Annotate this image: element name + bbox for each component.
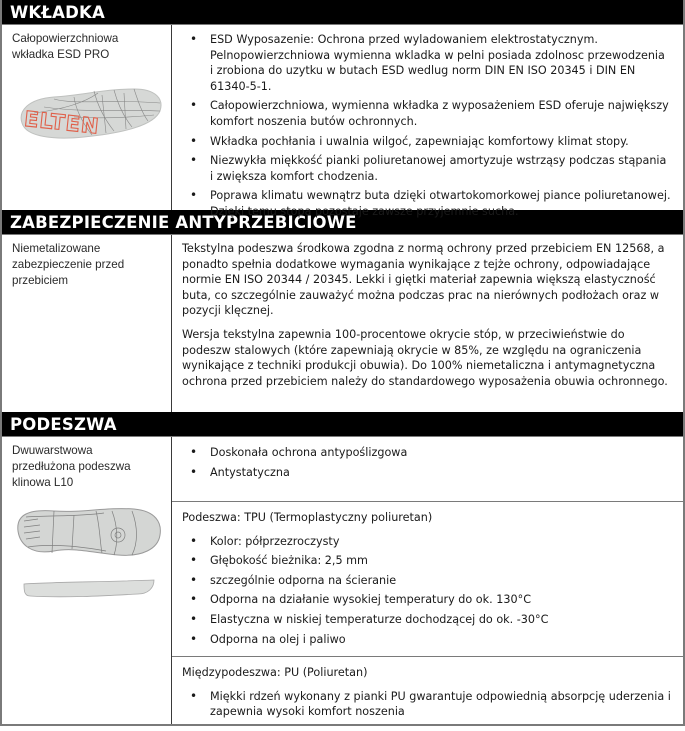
insole-image [14, 85, 164, 145]
outsole-bottom-image [14, 503, 162, 563]
outsole-side-icon [22, 578, 156, 600]
insole-left-cell [2, 25, 172, 210]
insole-label: Całopowierzchniowa wkładka ESD PRO [12, 32, 119, 61]
puncture-description-cell [172, 235, 683, 412]
insole-icon [14, 85, 164, 145]
list-item: • Doskonała ochrona antypoślizgowa [210, 445, 671, 461]
outsole-tpu-cell [172, 501, 683, 656]
midsole-heading: Międzypodeszwa: PU (Poliuretan) [182, 666, 368, 679]
insole-row [2, 24, 683, 218]
outsole-tpu-list [182, 534, 671, 648]
outsole-label: Dwuwarstwowa przedłużona podeszwa klinowa L10 [12, 444, 131, 489]
outsole-side-image [22, 578, 156, 600]
outsole-bottom-icon [14, 503, 162, 563]
puncture-row [2, 234, 683, 412]
outsole-midsole-cell [172, 656, 683, 730]
list-item: • Całopowierzchniowa, wymienna wkładka z wyposażeniem ESD oferuje największy komfort noszenia butów ochronnych. [210, 98, 671, 129]
section-header-outsole: PODESZWA [2, 412, 683, 436]
list-item: • szczególnie odporna na ścieranie [210, 573, 671, 589]
list-item: • ESD Wyposazenie: Ochrona przed wyladowaniem elektrostatycznym. Pelnopowierzchniowa wymienna wkladka w pelni posiada zdolnosc przewodzenia i zrobiona do uzytku w butach ESD wedlug norm DIN EN ISO 20345 i DIN EN 61340-5-1. [210, 32, 671, 94]
list-item: • Kolor: półprzezroczysty [210, 534, 671, 550]
svg-text:ELTEN: ELTEN [23, 106, 101, 139]
list-item: • Antystatyczna [210, 465, 671, 481]
outsole-general-list [182, 445, 671, 480]
list-item: • Poprawa klimatu wewnątrz buta dzięki otwartokomorkowej piance poliuretanowej. Dzięki temu stopa pozostaje zawsze przyjemnie sucha. [210, 188, 671, 219]
list-item: • Głębokość bieżnika: 2,5 mm [210, 553, 671, 569]
list-item: • Niezwykła miękkość pianki poliuretanowej amortyzuje wstrząsy podczas stąpania i zwiększa komfort chodzenia. [210, 153, 671, 184]
puncture-paragraph-1: Tekstylna podeszwa środkowa zgodna z normą ochrony przed przebiciem EN 12568, a ponadto spełnia dodatkowe wymagania wynikające z tejże ochrony, odpowiadające normie EN ISO 20344 / 20345. Lekki i giętki materiał zapewnia większą elastyczność buta, co szczególnie zauważyć można podczas prac na nierównych podłożach oraz w pozycji klęcznej. [182, 242, 665, 318]
outsole-tpu-heading: Podeszwa: TPU (Termoplastyczny poliuretan) [182, 511, 433, 524]
outsole-left-cell [2, 437, 172, 724]
list-item: • Elastyczna w niskiej temperaturze dochodzącej do ok. -30°C [210, 612, 671, 628]
insole-feature-list [182, 32, 671, 220]
outsole-general-cell [172, 437, 683, 501]
section-header-puncture-protection: ZABEZPIECZENIE ANTYPRZEBICIOWE [2, 210, 683, 234]
list-item: • Wkładka pochłania i uwalnia wilgoć, zapewniając komfortowy klimat stopy. [210, 134, 671, 150]
puncture-paragraph-2: Wersja tekstylna zapewnia 100-procentowe okrycie stóp, w przeciwieństwie do podeszw stalowych (które zapewniają okrycie w 85%, ze względu na ograniczenia wynikające z techniki produkcji obuwia). Do 100% niemetaliczna i antymagnetyczna ochrona przed przebiciem należy do standardowego wyposażenia obuwia ochronnego. [182, 327, 668, 388]
puncture-left-cell [2, 235, 172, 412]
outsole-row [2, 436, 683, 724]
list-item: • Odporna na działanie wysokiej temperatury do ok. 130°C [210, 592, 671, 608]
outsole-features-cell [172, 437, 683, 724]
section-header-insole: WKŁADKA [2, 0, 683, 24]
midsole-list [182, 689, 671, 720]
puncture-label: Niemetalizowane zabezpieczenie przed przebiciem [12, 242, 125, 287]
insole-features-cell [172, 25, 683, 218]
list-item: • Odporna na olej i paliwo [210, 632, 671, 648]
list-item: • Miękki rdzeń wykonany z pianki PU gwarantuje odpowiednią absorpcję uderzenia i zapewnia wysoki komfort noszenia [210, 689, 671, 720]
